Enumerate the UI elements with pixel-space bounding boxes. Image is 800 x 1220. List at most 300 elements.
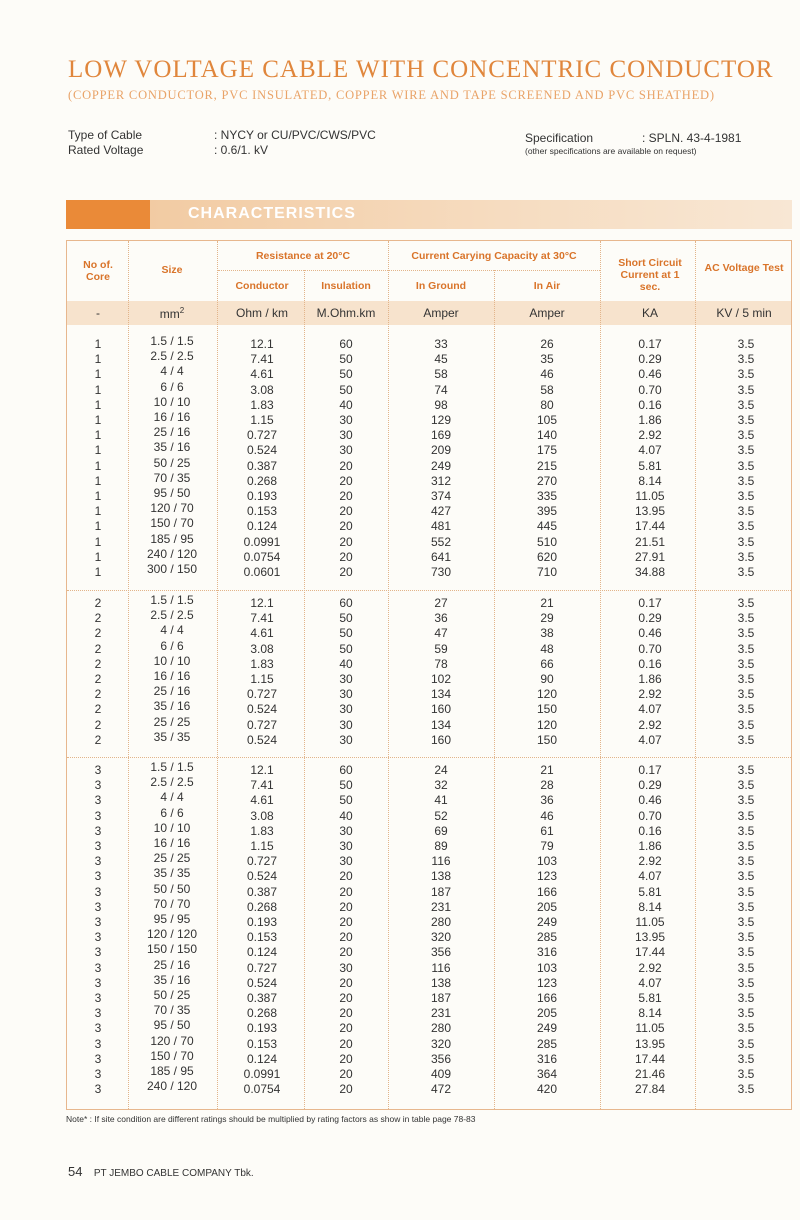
cell-size: 95 / 50 xyxy=(153,1018,191,1033)
cell-in-ground: 138 xyxy=(430,975,452,990)
cell-conductor: 3.08 xyxy=(250,641,274,656)
cell-conductor: 1.15 xyxy=(250,413,274,427)
header-divider xyxy=(218,270,600,271)
cell-short-circuit: 1.86 xyxy=(638,839,662,853)
cell-size: 70 / 35 xyxy=(153,470,191,485)
cell-in-ground: 312 xyxy=(430,473,452,488)
cell-short-circuit: 4.07 xyxy=(638,702,662,717)
cell-no-of-core: 1 xyxy=(94,565,102,579)
cell-size: 16 / 16 xyxy=(153,669,191,683)
cell-no-of-core: 3 xyxy=(94,930,102,945)
column-divider xyxy=(600,241,601,1109)
cell-size: 150 / 70 xyxy=(150,1048,194,1063)
cell-no-of-core: 3 xyxy=(94,884,102,899)
header-no-of-core: No of. Core xyxy=(83,259,113,283)
cell-short-circuit: 4.07 xyxy=(638,443,662,458)
cell-ac-test: 3.5 xyxy=(737,945,755,960)
cell-ac-test: 3.5 xyxy=(737,672,755,686)
cell-conductor: 0.268 xyxy=(246,1006,278,1021)
cell-conductor: 0.193 xyxy=(246,489,278,503)
cell-insulation: 30 xyxy=(339,413,353,427)
cell-in-air: 395 xyxy=(536,504,558,519)
cell-no-of-core: 3 xyxy=(94,839,102,853)
cell-in-air: 620 xyxy=(536,549,558,564)
cell-no-of-core: 2 xyxy=(94,687,102,702)
cell-size: 6 / 6 xyxy=(160,379,184,394)
cell-ac-test: 3.5 xyxy=(737,337,755,351)
cell-in-air: 420 xyxy=(536,1082,558,1097)
cell-short-circuit: 0.70 xyxy=(638,382,662,397)
cell-ac-test: 3.5 xyxy=(737,732,755,747)
cell-ac-test: 3.5 xyxy=(737,1067,755,1081)
cell-ac-test: 3.5 xyxy=(737,823,755,838)
cell-insulation: 30 xyxy=(339,960,353,975)
column-divider xyxy=(128,241,129,1109)
cell-conductor: 0.0991 xyxy=(243,534,281,549)
cell-conductor: 0.124 xyxy=(246,1051,278,1066)
cell-insulation: 30 xyxy=(339,732,353,747)
cell-no-of-core: 2 xyxy=(94,717,102,732)
cell-short-circuit: 0.46 xyxy=(638,793,662,808)
cell-in-ground: 320 xyxy=(430,930,452,945)
cell-size: 25 / 16 xyxy=(153,425,191,440)
cell-insulation: 50 xyxy=(339,641,353,656)
cell-in-ground: 69 xyxy=(434,823,448,838)
cell-ac-test: 3.5 xyxy=(737,367,755,382)
cell-in-ground: 409 xyxy=(430,1067,452,1081)
cell-in-air: 175 xyxy=(536,443,558,458)
cell-short-circuit: 13.95 xyxy=(634,504,666,519)
cell-insulation: 30 xyxy=(339,717,353,732)
cell-insulation: 20 xyxy=(339,565,353,579)
cell-conductor: 3.08 xyxy=(250,808,274,823)
cell-short-circuit: 4.07 xyxy=(638,732,662,747)
cell-short-circuit: 8.14 xyxy=(638,473,662,488)
cell-no-of-core: 2 xyxy=(94,672,102,686)
unit-in-ground: Amper xyxy=(423,306,459,320)
cell-insulation: 20 xyxy=(339,1051,353,1066)
cell-in-ground: 33 xyxy=(434,337,448,351)
cell-size: 4 / 4 xyxy=(160,364,184,379)
cell-ac-test: 3.5 xyxy=(737,626,755,641)
cell-ac-test: 3.5 xyxy=(737,656,755,671)
cell-insulation: 60 xyxy=(339,763,353,777)
cell-conductor: 0.524 xyxy=(246,869,278,884)
cell-in-air: 46 xyxy=(540,367,554,382)
cell-ac-test: 3.5 xyxy=(737,1036,755,1051)
cell-insulation: 20 xyxy=(339,504,353,519)
cell-no-of-core: 3 xyxy=(94,915,102,929)
cell-in-air: 285 xyxy=(536,930,558,945)
cell-conductor: 12.1 xyxy=(250,596,274,610)
cell-conductor: 0.153 xyxy=(246,1036,278,1051)
header-conductor: Conductor xyxy=(235,280,289,292)
cell-in-ground: 209 xyxy=(430,443,452,458)
cell-in-air: 140 xyxy=(536,428,558,443)
cell-no-of-core: 2 xyxy=(94,656,102,671)
cell-no-of-core: 1 xyxy=(94,519,102,534)
cell-size: 35 / 35 xyxy=(153,729,191,744)
cell-insulation: 30 xyxy=(339,428,353,443)
cell-short-circuit: 5.81 xyxy=(638,458,662,473)
cell-conductor: 0.0991 xyxy=(243,1067,281,1081)
cell-insulation: 40 xyxy=(339,397,353,412)
cell-conductor: 0.124 xyxy=(246,945,278,960)
cell-in-air: 150 xyxy=(536,702,558,717)
cell-size: 50 / 25 xyxy=(153,455,191,470)
cell-in-air: 150 xyxy=(536,732,558,747)
page-number: 54 xyxy=(68,1164,83,1179)
cell-in-ground: 74 xyxy=(434,382,448,397)
cell-short-circuit: 0.46 xyxy=(638,626,662,641)
cell-insulation: 60 xyxy=(339,596,353,610)
cell-in-ground: 320 xyxy=(430,1036,452,1051)
cell-size: 240 / 120 xyxy=(146,1079,198,1094)
cell-short-circuit: 0.16 xyxy=(638,823,662,838)
cell-ac-test: 3.5 xyxy=(737,1051,755,1066)
cell-size: 25 / 16 xyxy=(153,684,191,699)
cell-in-air: 21 xyxy=(540,763,554,777)
cell-conductor: 0.193 xyxy=(246,915,278,929)
cell-insulation: 40 xyxy=(339,808,353,823)
unit-no-of-core: - xyxy=(96,306,100,320)
cell-short-circuit: 5.81 xyxy=(638,884,662,899)
unit-conductor: Ohm / km xyxy=(235,306,288,320)
cell-size: 4 / 4 xyxy=(160,790,184,805)
cell-insulation: 50 xyxy=(339,778,353,793)
cell-short-circuit: 4.07 xyxy=(638,869,662,884)
cell-conductor: 0.0754 xyxy=(243,1082,281,1097)
cell-in-ground: 36 xyxy=(434,611,448,626)
cell-no-of-core: 1 xyxy=(94,473,102,488)
cell-size: 16 / 16 xyxy=(153,836,191,850)
cell-short-circuit: 2.92 xyxy=(638,428,662,443)
cell-ac-test: 3.5 xyxy=(737,839,755,853)
cell-no-of-core: 3 xyxy=(94,778,102,793)
cell-conductor: 3.08 xyxy=(250,382,274,397)
cell-in-ground: 47 xyxy=(434,626,448,641)
cell-short-circuit: 11.05 xyxy=(635,915,665,929)
cell-conductor: 0.727 xyxy=(246,717,278,732)
cell-in-ground: 24 xyxy=(434,763,448,777)
cell-in-air: 103 xyxy=(536,854,558,869)
cell-in-ground: 231 xyxy=(430,899,452,914)
cell-short-circuit: 21.51 xyxy=(634,534,666,549)
cell-insulation: 20 xyxy=(339,549,353,564)
cell-in-ground: 641 xyxy=(430,549,452,564)
cell-in-ground: 427 xyxy=(430,504,452,519)
cell-in-ground: 102 xyxy=(430,672,452,686)
cell-size: 185 / 95 xyxy=(150,531,194,546)
cell-conductor: 0.153 xyxy=(246,930,278,945)
cell-conductor: 0.124 xyxy=(246,519,278,534)
cell-insulation: 20 xyxy=(339,519,353,534)
cell-size: 16 / 16 xyxy=(153,410,191,424)
cell-ac-test: 3.5 xyxy=(737,504,755,519)
cell-in-air: 29 xyxy=(540,611,554,626)
unit-ac-test: KV / 5 min xyxy=(716,306,772,320)
cell-no-of-core: 1 xyxy=(94,534,102,549)
cell-size: 6 / 6 xyxy=(160,805,184,820)
cell-short-circuit: 2.92 xyxy=(638,854,662,869)
cell-conductor: 0.524 xyxy=(246,732,278,747)
cell-short-circuit: 0.29 xyxy=(638,352,662,367)
cell-in-air: 120 xyxy=(536,687,558,702)
cell-ac-test: 3.5 xyxy=(737,443,755,458)
cell-size: 70 / 35 xyxy=(153,1003,191,1018)
cell-insulation: 40 xyxy=(339,656,353,671)
cell-size: 50 / 50 xyxy=(153,881,191,896)
cell-in-air: 26 xyxy=(540,337,554,351)
cell-in-ground: 356 xyxy=(430,945,452,960)
cell-ac-test: 3.5 xyxy=(737,808,755,823)
cell-insulation: 20 xyxy=(339,915,353,929)
cell-ac-test: 3.5 xyxy=(737,763,755,777)
cell-no-of-core: 2 xyxy=(94,611,102,626)
cell-conductor: 0.727 xyxy=(246,854,278,869)
cell-size: 120 / 70 xyxy=(150,501,194,516)
cell-in-air: 335 xyxy=(536,489,558,503)
characteristics-banner xyxy=(66,200,792,229)
cell-in-air: 205 xyxy=(536,899,558,914)
cell-in-ground: 730 xyxy=(430,565,452,579)
cell-short-circuit: 0.29 xyxy=(638,611,662,626)
cell-in-air: 28 xyxy=(540,778,554,793)
cell-size: 10 / 10 xyxy=(153,653,191,668)
cell-size: 70 / 70 xyxy=(153,896,191,911)
cell-in-air: 36 xyxy=(540,793,554,808)
type-of-cable-value: : NYCY or CU/PVC/CWS/PVC xyxy=(214,128,376,142)
cell-short-circuit: 5.81 xyxy=(638,991,662,1005)
cell-ac-test: 3.5 xyxy=(737,930,755,945)
cell-no-of-core: 3 xyxy=(94,869,102,884)
cell-in-air: 215 xyxy=(536,458,558,473)
unit-in-air: Amper xyxy=(529,306,565,320)
cell-in-air: 90 xyxy=(540,672,554,686)
cell-insulation: 20 xyxy=(339,869,353,884)
cell-short-circuit: 1.86 xyxy=(638,672,662,686)
specification-label: Specification xyxy=(525,131,594,145)
header-resistance: Resistance at 20°C xyxy=(255,250,351,262)
cell-ac-test: 3.5 xyxy=(737,778,755,793)
cell-no-of-core: 1 xyxy=(94,428,102,443)
cell-short-circuit: 4.07 xyxy=(638,975,662,990)
type-of-cable-label: Type of Cable xyxy=(68,128,143,142)
cell-in-ground: 134 xyxy=(430,717,452,732)
cell-conductor: 0.727 xyxy=(246,687,278,702)
cell-in-ground: 249 xyxy=(430,458,452,473)
cell-in-ground: 138 xyxy=(430,869,452,884)
cell-ac-test: 3.5 xyxy=(737,489,755,503)
cell-in-air: 285 xyxy=(536,1036,558,1051)
cell-ac-test: 3.5 xyxy=(737,960,755,975)
cell-insulation: 20 xyxy=(339,489,353,503)
column-divider xyxy=(695,241,696,1109)
cell-size: 2.5 / 2.5 xyxy=(150,608,194,623)
cell-short-circuit: 0.17 xyxy=(638,337,662,351)
cell-in-ground: 116 xyxy=(431,854,451,869)
cell-no-of-core: 1 xyxy=(94,443,102,458)
cell-conductor: 1.83 xyxy=(250,397,274,412)
cell-no-of-core: 2 xyxy=(94,596,102,610)
cell-ac-test: 3.5 xyxy=(737,611,755,626)
cell-short-circuit: 21.46 xyxy=(634,1067,666,1081)
cell-in-air: 46 xyxy=(540,808,554,823)
cell-in-air: 166 xyxy=(536,884,558,899)
cell-conductor: 7.41 xyxy=(250,778,274,793)
cell-in-ground: 52 xyxy=(434,808,448,823)
cell-insulation: 30 xyxy=(339,443,353,458)
cell-no-of-core: 3 xyxy=(94,763,102,777)
cell-ac-test: 3.5 xyxy=(737,458,755,473)
cell-insulation: 30 xyxy=(339,823,353,838)
cell-insulation: 50 xyxy=(339,793,353,808)
cell-no-of-core: 1 xyxy=(94,337,102,351)
cell-short-circuit: 13.95 xyxy=(634,1036,666,1051)
cell-conductor: 7.41 xyxy=(250,352,274,367)
cell-conductor: 12.1 xyxy=(250,763,274,777)
cell-in-air: 80 xyxy=(540,397,554,412)
cell-no-of-core: 3 xyxy=(94,1082,102,1097)
cell-insulation: 20 xyxy=(339,884,353,899)
cell-ac-test: 3.5 xyxy=(737,1082,755,1097)
cell-conductor: 0.524 xyxy=(246,975,278,990)
cell-no-of-core: 3 xyxy=(94,1051,102,1066)
header-short-circuit: Short Circuit Current at 1 sec. xyxy=(618,257,682,293)
cell-insulation: 50 xyxy=(339,367,353,382)
cell-no-of-core: 3 xyxy=(94,823,102,838)
cell-in-ground: 187 xyxy=(430,991,452,1005)
cell-ac-test: 3.5 xyxy=(737,915,755,929)
cell-no-of-core: 3 xyxy=(94,991,102,1005)
cell-no-of-core: 3 xyxy=(94,945,102,960)
cell-ac-test: 3.5 xyxy=(737,991,755,1005)
cell-insulation: 20 xyxy=(339,473,353,488)
cell-in-air: 79 xyxy=(540,839,554,853)
cell-short-circuit: 8.14 xyxy=(638,899,662,914)
cell-in-air: 249 xyxy=(536,1021,558,1036)
cell-in-air: 58 xyxy=(540,382,554,397)
cell-short-circuit: 0.70 xyxy=(638,808,662,823)
cell-insulation: 50 xyxy=(339,611,353,626)
cell-in-ground: 280 xyxy=(430,1021,452,1036)
cell-ac-test: 3.5 xyxy=(737,899,755,914)
company-name: PT JEMBO CABLE COMPANY Tbk. xyxy=(93,1168,254,1179)
cell-in-ground: 231 xyxy=(430,1006,452,1021)
cell-conductor: 0.524 xyxy=(246,443,278,458)
cell-no-of-core: 2 xyxy=(94,641,102,656)
cell-conductor: 7.41 xyxy=(250,611,274,626)
header-in-air: In Air xyxy=(533,280,561,292)
cell-size: 120 / 120 xyxy=(146,927,198,942)
page-subtitle: (COPPER CONDUCTOR, PVC INSULATED, COPPER WIRE AND TAPE SCREENED AND PVC SHEATHED) xyxy=(68,88,715,102)
cell-size: 150 / 150 xyxy=(146,942,198,957)
cell-short-circuit: 0.17 xyxy=(638,763,662,777)
header-insulation: Insulation xyxy=(321,280,371,292)
cell-short-circuit: 2.92 xyxy=(638,717,662,732)
cell-in-ground: 116 xyxy=(431,960,451,975)
cell-short-circuit: 34.88 xyxy=(634,565,666,579)
cell-short-circuit: 27.91 xyxy=(634,549,666,564)
cell-no-of-core: 1 xyxy=(94,413,102,427)
cell-insulation: 20 xyxy=(339,899,353,914)
cell-in-ground: 134 xyxy=(430,687,452,702)
cell-short-circuit: 0.17 xyxy=(638,596,662,610)
cell-conductor: 1.83 xyxy=(250,656,274,671)
cell-in-ground: 160 xyxy=(430,702,452,717)
cell-in-air: 48 xyxy=(540,641,554,656)
cell-no-of-core: 1 xyxy=(94,367,102,382)
cell-no-of-core: 3 xyxy=(94,899,102,914)
cell-size: 1.5 / 1.5 xyxy=(150,334,194,348)
cell-in-air: 249 xyxy=(536,915,558,929)
cell-in-air: 38 xyxy=(540,626,554,641)
cell-no-of-core: 3 xyxy=(94,975,102,990)
cell-conductor: 1.83 xyxy=(250,823,274,838)
cell-insulation: 20 xyxy=(339,991,353,1005)
unit-size: $mm^2$ xyxy=(159,306,185,321)
cell-conductor: 1.15 xyxy=(250,839,274,853)
cell-size: 25 / 25 xyxy=(153,714,191,729)
cell-ac-test: 3.5 xyxy=(737,549,755,564)
cell-size: 2.5 / 2.5 xyxy=(150,349,194,364)
cell-in-ground: 356 xyxy=(430,1051,452,1066)
cell-insulation: 30 xyxy=(339,839,353,853)
cell-size: 35 / 16 xyxy=(153,440,191,455)
cell-insulation: 20 xyxy=(339,945,353,960)
cell-short-circuit: 13.95 xyxy=(634,930,666,945)
cell-in-air: 316 xyxy=(536,1051,558,1066)
cell-size: 1.5 / 1.5 xyxy=(150,760,194,774)
cell-size: 1.5 / 1.5 xyxy=(150,593,194,607)
cell-in-air: 166 xyxy=(536,991,558,1005)
cell-size: 300 / 150 xyxy=(146,562,198,576)
page-footer xyxy=(68,1164,254,1179)
cell-size: 35 / 16 xyxy=(153,972,191,987)
cell-short-circuit: 0.16 xyxy=(638,656,662,671)
cell-size: 240 / 120 xyxy=(146,546,198,561)
cell-conductor: 0.153 xyxy=(246,504,278,519)
cell-in-air: 61 xyxy=(540,823,554,838)
cell-ac-test: 3.5 xyxy=(737,975,755,990)
cell-no-of-core: 3 xyxy=(94,854,102,869)
cell-in-air: 66 xyxy=(540,656,554,671)
page-title: LOW VOLTAGE CABLE WITH CONCENTRIC CONDUCTOR xyxy=(68,56,774,83)
cell-size: 185 / 95 xyxy=(150,1064,194,1078)
cell-ac-test: 3.5 xyxy=(737,534,755,549)
cell-ac-test: 3.5 xyxy=(737,687,755,702)
cell-conductor: 0.0601 xyxy=(243,565,281,579)
cell-short-circuit: 17.44 xyxy=(634,1051,666,1066)
cell-no-of-core: 3 xyxy=(94,1021,102,1036)
cell-no-of-core: 3 xyxy=(94,960,102,975)
cell-short-circuit: 0.29 xyxy=(638,778,662,793)
cell-in-ground: 89 xyxy=(434,839,448,853)
cell-ac-test: 3.5 xyxy=(737,854,755,869)
cell-in-ground: 160 xyxy=(430,732,452,747)
cell-short-circuit: 17.44 xyxy=(634,945,666,960)
cell-ac-test: 3.5 xyxy=(737,717,755,732)
cell-in-air: 21 xyxy=(540,596,554,610)
cell-conductor: 12.1 xyxy=(250,337,274,351)
unit-short-circuit: KA xyxy=(641,306,658,320)
cell-in-ground: 169 xyxy=(430,428,452,443)
cell-in-air: 105 xyxy=(536,413,558,427)
cell-in-air: 445 xyxy=(536,519,558,534)
cell-insulation: 50 xyxy=(339,382,353,397)
cell-conductor: 0.268 xyxy=(246,899,278,914)
cell-in-ground: 129 xyxy=(430,413,452,427)
